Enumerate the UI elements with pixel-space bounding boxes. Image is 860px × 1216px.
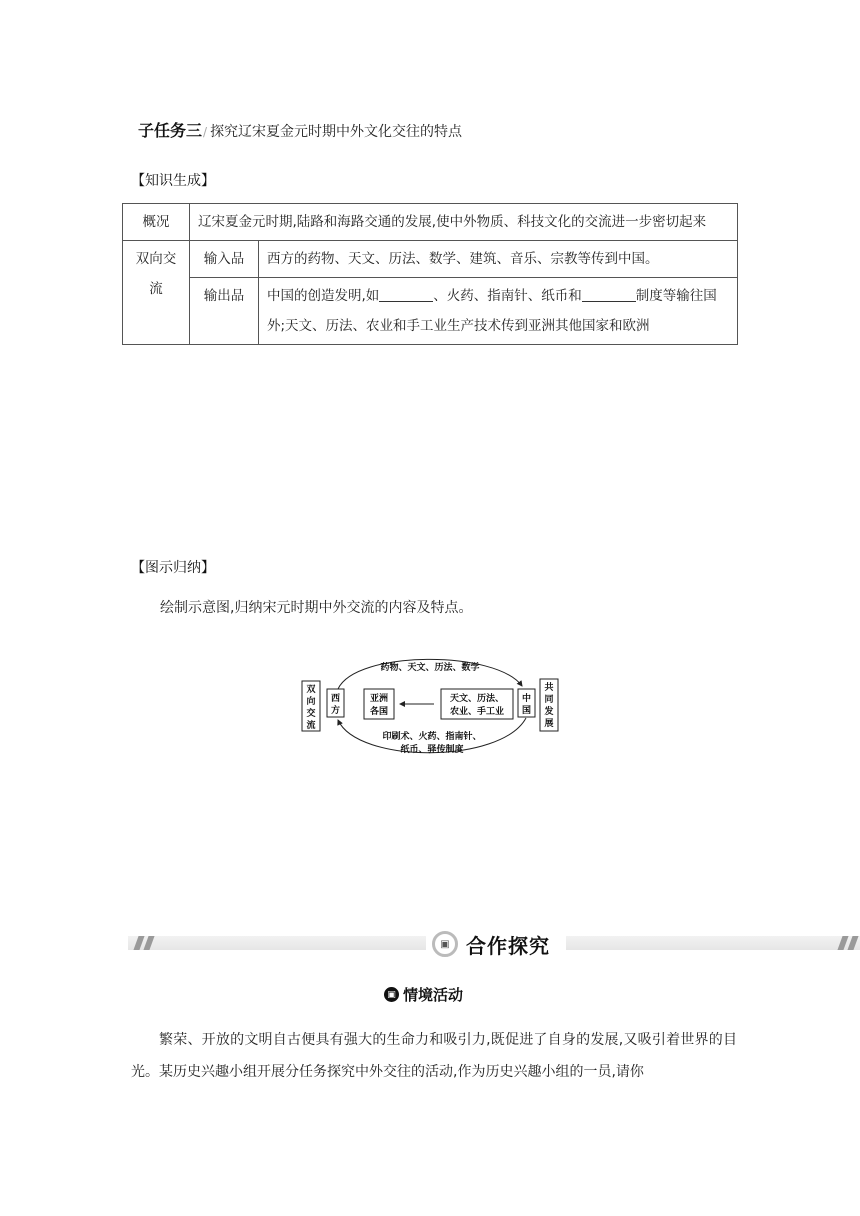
banner-center (426, 926, 566, 962)
asia-label-2: 各国 (369, 707, 389, 717)
export-text-2: 、火药、指南针、纸币和 (433, 288, 582, 304)
shuangxiang-char-3: 交 (306, 709, 316, 719)
activity-icon: ▣ (384, 987, 399, 1002)
gongtong-char-2: 同 (544, 695, 554, 705)
china-char-1: 中 (521, 694, 532, 704)
shuangxiang-char-1: 双 (306, 685, 316, 695)
bottom-arc-label-1: 印刷术、火药、指南针、 (382, 732, 482, 742)
shuangxiang-char-2: 向 (306, 697, 316, 707)
body-paragraph: 繁荣、开放的文明自古便具有强大的生命力和吸引力,既促进了自身的发展,又吸引着世界的目光。某历史兴趣小组开展分任务探究中外交往的活动,作为历史兴趣小组的一员,请你 (131, 1032, 737, 1080)
china-char-2: 国 (521, 706, 532, 716)
tech-label-1: 天文、历法、 (449, 694, 505, 704)
exchange-header: 双向交流 (123, 241, 190, 345)
exchange-diagram (296, 646, 566, 766)
section-knowledge: 【知识生成】 (131, 173, 215, 189)
tech-label-2: 农业、手工业 (449, 707, 505, 717)
fill-blank-1[interactable] (379, 283, 433, 302)
shuangxiang-char-4: 流 (306, 721, 316, 731)
import-cell: 西方的药物、天文、历法、数学、建筑、音乐、宗教等传到中国。 (259, 241, 738, 278)
task-subtitle: 探究辽宋夏金元时期中外文化交往的特点 (210, 124, 463, 140)
export-header: 输出品 (190, 278, 259, 345)
gongtong-char-4: 展 (544, 719, 554, 729)
top-arc-label: 药物、天文、历法、数学 (380, 663, 480, 673)
knowledge-table (122, 203, 738, 345)
table-row (123, 204, 738, 241)
table-row (123, 241, 738, 278)
task-header (138, 118, 462, 141)
overview-header: 概况 (123, 204, 190, 241)
asia-label-1: 亚洲 (369, 694, 389, 704)
table-row (123, 278, 738, 345)
export-text-1: 中国的创造发明,如 (267, 288, 380, 304)
activity-heading (384, 984, 463, 1005)
import-header: 输入品 (190, 241, 259, 278)
bottom-arc-label-2: 纸币、驿传制度 (400, 745, 464, 755)
banner-title: 合作探究 (466, 933, 550, 958)
overview-cell: 辽宋夏金元时期,陆路和海路交通的发展,使中外物质、科技文化的交流进一步密切起来 (190, 204, 738, 241)
diagram-instruction: 绘制示意图,归纳宋元时期中外交流的内容及特点。 (160, 600, 473, 616)
west-char-1: 西 (330, 694, 341, 704)
section-diagram: 【图示归纳】 (131, 560, 215, 576)
activity-title: 情境活动 (403, 986, 464, 1004)
export-cell (259, 278, 738, 345)
cooperation-icon: ▣ (432, 931, 458, 957)
gongtong-char-3: 发 (544, 707, 554, 717)
task-badge: 子任务三 (138, 121, 203, 140)
export-text-3: 制度等输往国外;天文、历法、农业和手工业生产技术传到亚洲其他国家和欧洲 (267, 288, 717, 334)
fill-blank-2[interactable] (582, 283, 636, 302)
gongtong-char-1: 共 (544, 683, 554, 693)
cooperation-banner (128, 926, 860, 962)
west-char-2: 方 (330, 706, 341, 716)
title-separator: / (203, 125, 208, 139)
